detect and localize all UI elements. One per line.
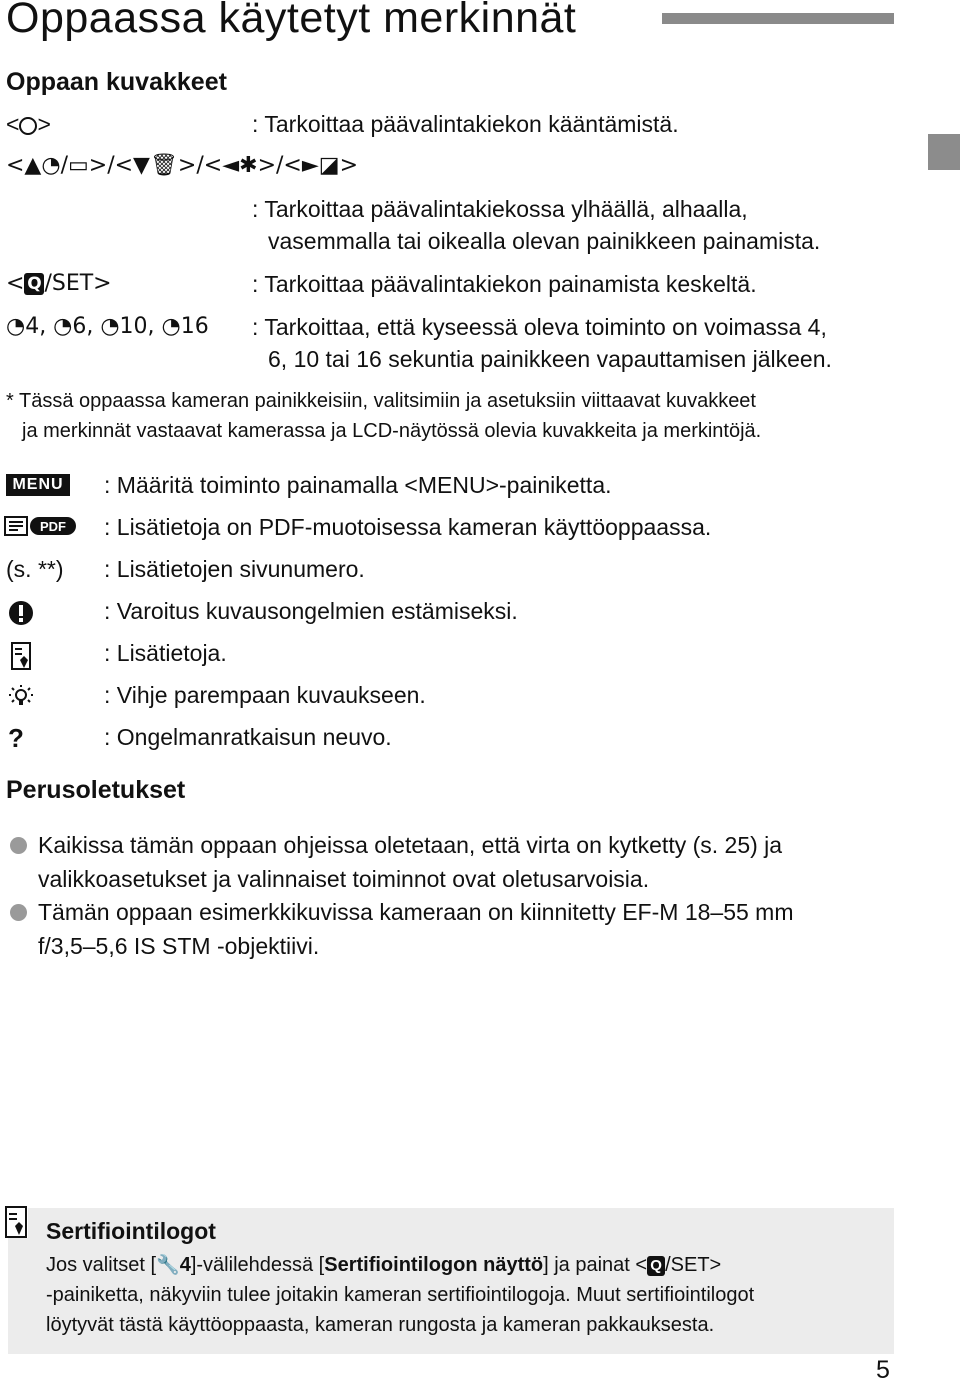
page-title: Oppaassa käytetyt merkinnät	[6, 0, 577, 42]
desc-timers-2: 6, 10 tai 16 sekuntia painikkeen vapauttamisen jälkeen.	[268, 346, 832, 372]
symbol-timers: ◔4, ◔6, ◔10, ◔16	[6, 314, 209, 339]
legend-caution-desc: : Varoitus kuvausongelmien estämiseksi.	[104, 598, 518, 624]
cert-box-title: Sertifiointilogot	[46, 1218, 216, 1244]
icons-section-heading: Oppaan kuvakkeet	[6, 68, 227, 96]
legend-page-ref-desc: : Lisätietojen sivunumero.	[104, 556, 365, 582]
desc-cross-keys-2: vasemmalla tai oikealla olevan painikkeen painamista.	[268, 228, 821, 254]
q-button-icon: Q	[24, 273, 44, 295]
cert-box-line-2: -painiketta, näkyviin tulee joitakin kameran sertifiointilogoja. Muut sertifiointilogot	[46, 1284, 755, 1306]
note-line-1: * Tässä oppaassa kameran painikkeisiin, valitsimiin ja asetuksiin viittaavat kuvakkeet	[6, 390, 756, 412]
menu-icon: MENU	[6, 474, 70, 496]
drive-mode-icon: ▭	[67, 153, 89, 178]
assumption-2-line-2: f/3,5–5,6 IS STM -objektiivi.	[38, 933, 320, 959]
legend-tip-desc: : Vihje parempaan kuvaukseen.	[104, 682, 426, 708]
desc-q-set: : Tarkoittaa päävalintakiekon painamista keskeltä.	[252, 271, 757, 297]
title-rule	[662, 13, 894, 24]
q-button-icon: Q	[647, 1256, 665, 1276]
desc-cross-keys-1: : Tarkoittaa päävalintakiekossa ylhäällä, alhaalla,	[252, 196, 748, 222]
legend-memo-desc: : Lisätietoja.	[104, 640, 227, 666]
memo-icon	[10, 642, 32, 675]
bullet-icon	[10, 837, 27, 859]
symbol-dial-turn: < >	[6, 111, 51, 137]
assumption-2-line-1: Tämän oppaan esimerkkikuvissa kameraan on kiinnitetty EF-M 18–55 mm	[38, 899, 794, 925]
question-icon: ?	[8, 723, 24, 753]
exposure-comp-icon: ◪	[318, 153, 340, 178]
page-number: 5	[876, 1356, 890, 1384]
legend-pdf-desc: : Lisätietoja on PDF-muotoisessa kameran käyttöoppaassa.	[104, 514, 712, 540]
trash-icon: 🗑	[149, 153, 178, 178]
assumptions-heading: Perusoletukset	[6, 776, 186, 804]
desc-dial-turn: : Tarkoittaa päävalintakiekon kääntämistä.	[252, 111, 679, 137]
caution-icon	[8, 600, 34, 631]
tip-bulb-icon	[8, 684, 34, 715]
assumption-1-line-2: valikkoasetukset ja valinnaiset toiminnot ovat oletusarvoisia.	[38, 866, 650, 892]
legend-menu-desc: : Määritä toiminto painamalla <MENU>-painiketta.	[104, 472, 612, 498]
section-tab-marker	[928, 134, 960, 170]
page-ref-symbol: (s. **)	[6, 556, 64, 582]
cert-box-line-3: löytyvät tästä käyttöoppaasta, kameran rungosta ja kameran pakkauksesta.	[46, 1314, 715, 1336]
wrench-icon: 🔧	[156, 1254, 180, 1276]
legend-question-desc: : Ongelmanratkaisun neuvo.	[104, 724, 392, 750]
bullet-icon	[10, 904, 27, 926]
pdf-manual-icon	[4, 514, 78, 543]
svg-text:PDF: PDF	[40, 519, 66, 534]
memo-icon	[4, 1206, 28, 1243]
self-timer-icon: ◔	[41, 153, 61, 178]
cert-box-line-1: Jos valitset [🔧4]-välilehdessä [Sertifiointilogon näyttö] ja painat < Q /SET>	[46, 1254, 722, 1276]
note-line-2: ja merkinnät vastaavat kamerassa ja LCD-näytössä olevia kuvakkeita ja merkintöjä.	[22, 420, 762, 442]
flash-icon: ✱	[239, 153, 258, 178]
symbol-cross-keys: <▲◔/▭>/<▼🗑>/<◄✱>/<►◪>	[6, 153, 358, 178]
assumption-1-line-1: Kaikissa tämän oppaan ohjeissa oletetaan, että virta on kytketty (s. 25) ja	[38, 832, 783, 858]
symbol-q-set: < Q /SET>	[6, 271, 112, 296]
desc-timers-1: : Tarkoittaa, että kyseessä oleva toiminto on voimassa 4,	[252, 314, 827, 340]
dial-icon	[19, 117, 37, 135]
